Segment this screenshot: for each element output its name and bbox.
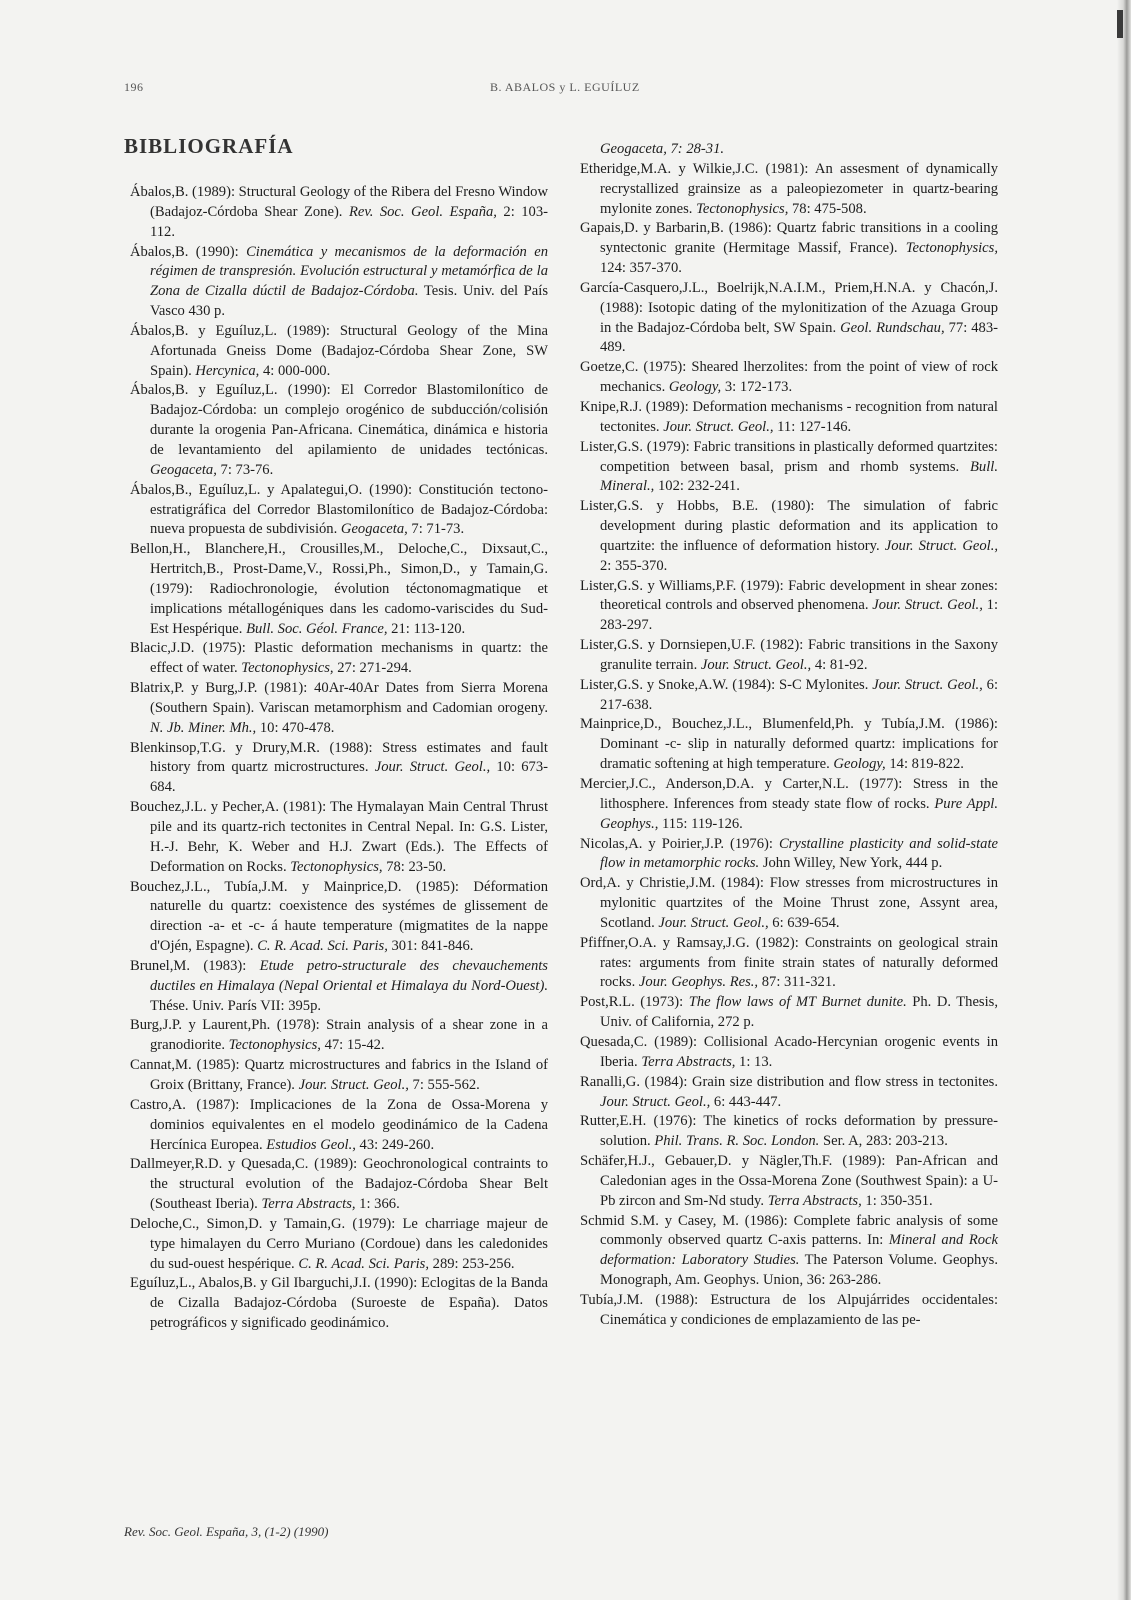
ref-journal: Mineral and Rock deformation: Laboratory Studies.: [600, 1232, 998, 1269]
ref-post: 301: 841-846.: [387, 938, 474, 955]
reference-entry: [580, 636, 998, 676]
ref-journal: Terra Abstracts,: [767, 1192, 862, 1209]
reference-entry: [580, 358, 998, 398]
ref-post: 43: 249-260.: [355, 1136, 435, 1153]
reference-entry: [130, 540, 548, 639]
ref-journal: Jour. Struct. Geol.,: [658, 914, 769, 931]
ref-pre: Lister,G.S. y Snoke,A.W. (1984): S-C Mylonites.: [580, 676, 873, 693]
page-number: 196: [124, 80, 144, 94]
ref-pre: Mercier,J.C., Anderson,D.A. y Carter,N.L. (1977): Stress in the lithosphere. Inferences from steady state flow of rocks.: [580, 776, 998, 812]
ref-pre: Dallmeyer,R.D. y Quesada,C. (1989): Geochronological contraints to the structural evolution of the Badajoz-Córdoba Shear Belt (Southeast Iberia).: [130, 1156, 548, 1213]
reference-entry: [130, 1274, 548, 1334]
reference-entry: [580, 874, 998, 934]
ref-pre: Blatrix,P. y Burg,J.P. (1981): 40Ar-40Ar Dates from Sierra Morena (Southern Spain). Variscan metamorphism and Cadomian orogeny.: [130, 680, 548, 716]
ref-post: John Willey, New York, 444 p.: [759, 855, 943, 872]
reference-entry: [130, 798, 548, 877]
ref-post: 2: 355-370.: [600, 557, 668, 574]
reference-entry: [130, 183, 548, 243]
ref-pre: Knipe,R.J. (1989): Deformation mechanisms - recognition from natural tectonites.: [580, 398, 998, 435]
page-edge-shadow: [1117, 0, 1131, 1600]
ref-post: 1: 283-297.: [600, 597, 998, 634]
reference-entry: [130, 1056, 548, 1096]
reference-entry: [580, 497, 998, 576]
ref-journal: Tectonophysics,: [696, 200, 789, 217]
ref-pre: Ábalos,B. (1990):: [130, 243, 247, 260]
ref-journal: C. R. Acad. Sci. Paris,: [257, 938, 388, 955]
ref-post: 6: 443-447.: [710, 1093, 782, 1110]
ref-pre: Brunel,M. (1983):: [130, 957, 260, 974]
ref-pre: Rutter,E.H. (1976): The kinetics of rocks deformation by pressure-solution.: [580, 1113, 998, 1150]
ref-post: 6: 639-654.: [768, 914, 840, 931]
ref-journal: Jour. Geophys. Res.,: [638, 974, 759, 991]
ref-post: Thése. Univ. París VII: 395p.: [150, 997, 322, 1014]
ref-post: 7: 73-76.: [216, 461, 274, 478]
ref-post: 115: 119-126.: [658, 815, 743, 832]
reference-entry: [580, 1212, 998, 1291]
ref-pre: Ábalos,B. (1989): Structural Geology of the Ribera del Fresno Window (Badajoz-Córdoba Shear Zone).: [130, 184, 548, 220]
reference-entry: [580, 1033, 998, 1073]
ref-pre: Mainprice,D., Bouchez,J.L., Blumenfeld,Ph. y Tubía,J.M. (1986): Dominant -c- slip in naturally deformed quartz: implications for dramatic softening at high temperature.: [580, 716, 998, 773]
reference-entry: [130, 243, 548, 322]
reference-entry: [130, 322, 548, 382]
ref-pre: Deloche,C., Simon,D. y Tamain,G. (1979): Le charriage majeur de type himalayen du Cerro Muriano (Cordoue) dans les caledonides du sud-ouest hespérique.: [130, 1215, 548, 1272]
ref-post: 14: 819-822.: [885, 756, 964, 773]
reference-entry: [580, 835, 998, 875]
ref-journal: The flow laws of MT Burnet dunite.: [688, 994, 907, 1011]
ref-journal: Pure Appl. Geophys.,: [600, 795, 998, 832]
ref-post: 77: 483-489.: [600, 319, 999, 356]
ref-pre: Lister,G.S. y Hobbs, B.E. (1980): The simulation of fabric development during plastic deformation and its application to quartzite: the influence of deformation history.: [580, 498, 998, 554]
ref-journal: Jour. Struct. Geol.,: [600, 1093, 711, 1110]
reference-entry: [580, 1112, 998, 1152]
ref-post: 11: 127-146.: [773, 418, 852, 435]
ref-post: 102: 232-241.: [654, 478, 740, 495]
ref-pre: Ábalos,B., Eguíluz,L. y Apalategui,O. (1990): Constitución tectono-estratigráfica del Corredor Blastomilonítico de Badajoz-Córdoba: nueva propuesta de subdivisión.: [130, 481, 548, 538]
journal-footer: Rev. Soc. Geol. España, 3, (1-2) (1990): [124, 1524, 329, 1539]
reference-entry: [580, 775, 998, 835]
reference-entry: [130, 739, 548, 799]
ref-pre: Nicolas,A. y Poirier,J.P. (1976):: [580, 835, 779, 852]
scan-edge-mark: [1117, 10, 1123, 38]
reference-entry: [580, 219, 998, 279]
reference-entry: [130, 878, 548, 957]
ref-journal: Jour. Struct. Geol.,: [872, 676, 983, 693]
ref-journal: Hercynica,: [195, 362, 260, 379]
ref-post: 4: 000-000.: [259, 362, 331, 379]
ref-post: 78: 23-50.: [382, 858, 447, 875]
ref-post: 3: 172-173.: [721, 379, 793, 396]
reference-entry: [580, 1291, 998, 1331]
ref-post: 1: 366.: [355, 1196, 400, 1213]
ref-post: 21: 113-120.: [387, 620, 466, 637]
reference-entry: [130, 1016, 548, 1056]
ref-pre: Tubía,J.M. (1988): Estructura de los Alpujárrides occidentales: Cinemática y condiciones de emplazamiento de las pe-: [580, 1291, 998, 1328]
reference-entry: [580, 993, 998, 1033]
ref-pre: García-Casquero,J.L., Boelrijk,N.A.I.M., Priem,H.N.A. y Chacón,J. (1988): Isotopic dating of the mylonitization of the Azuaga Group in the Badajoz-Córdoba belt, SW Spain.: [580, 279, 998, 336]
ref-pre: Gapais,D. y Barbarin,B. (1986): Quartz fabric transitions in a cooling syntectonic granite (Hermitage Massif, France).: [580, 220, 998, 257]
ref-journal: Tectonophysics,: [905, 240, 998, 257]
ref-journal: Jour. Struct. Geol.,: [700, 656, 812, 673]
ref-post: 7: 71-73.: [407, 521, 465, 538]
ref-pre: Cannat,M. (1985): Quartz microstructures and fabrics in the Island of Groix (Brittany, France).: [130, 1057, 548, 1093]
ref-journal: Geology,: [668, 379, 722, 396]
reference-entry: [130, 957, 548, 1017]
ref-journal: Geology,: [833, 756, 886, 773]
right-column: [580, 140, 998, 1331]
ref-journal: Terra Abstracts,: [261, 1196, 356, 1213]
ref-journal: Geogaceta, 7: 28-31.: [600, 141, 725, 157]
ref-post: Ph. D. Thesis, Univ. of California, 272 p.: [600, 994, 998, 1031]
ref-journal: Estudios Geol.,: [266, 1136, 356, 1153]
ref-pre: Burg,J.P. y Laurent,Ph. (1978): Strain analysis of a shear zone in a granodiorite.: [130, 1017, 548, 1054]
ref-journal: Jour. Struct. Geol.,: [872, 597, 983, 614]
ref-pre: Lister,G.S. y Dornsiepen,U.F. (1982): Fabric transitions in the Saxony granulite terrain.: [580, 637, 998, 673]
ref-post: 6: 217-638.: [600, 676, 999, 713]
ref-journal: Geogaceta,: [150, 461, 217, 478]
ref-journal: Jour. Struct. Geol.,: [298, 1076, 409, 1093]
ref-journal: Jour. Struct. Geol.,: [374, 759, 491, 776]
ref-post: 1: 350-351.: [861, 1192, 933, 1209]
reference-entry: [580, 438, 998, 498]
ref-journal: Rev. Soc. Geol. España,: [348, 203, 497, 220]
ref-post: 10: 673-684.: [150, 759, 548, 796]
ref-journal: Bull. Soc. Géol. France,: [246, 620, 388, 637]
page-header: [0, 80, 1131, 100]
ref-post: 124: 357-370.: [600, 260, 682, 277]
ref-post: Tesis. Univ. del País Vasco 430 p.: [150, 283, 549, 320]
reference-entry: [580, 1073, 998, 1113]
ref-post: 4: 81-92.: [811, 656, 868, 673]
ref-pre: Schäfer,H.J., Gebauer,D. y Nägler,Th.F. (1989): Pan-African and Caledonian ages in the Ossa-Morena Zone (Southwest Spain): a U-Pb zircon and Sm-Nd study.: [580, 1153, 998, 1209]
reference-entry: [130, 639, 548, 679]
ref-journal: C. R. Acad. Sci. Paris,: [298, 1255, 430, 1272]
ref-pre: Eguíluz,L., Abalos,B. y Gil Ibarguchi,J.I. (1990): Eclogitas de la Banda de Cizalla Badajoz-Córdoba (Suroeste de España). Datos petrográficos y significado geodinámico.: [130, 1275, 548, 1332]
ref-post: The Paterson Volume. Geophys. Monograph, Am. Geophys. Union, 36: 263-286.: [600, 1252, 998, 1289]
ref-post: 2: 103-112.: [150, 203, 548, 240]
ref-pre: Ábalos,B. y Eguíluz,L. (1990): El Corredor Blastomilonítico de Badajoz-Córdoba: un complejo orogénico de subducción/colisión durante la orogenia Pan-Africana. Cinemática, dinámica e historia de levantamiento del apilamiento de unidades tectónicas.: [130, 382, 548, 458]
ref-pre: Goetze,C. (1975): Sheared lherzolites: from the point of view of rock mechanics.: [580, 359, 998, 396]
reference-entry: [130, 1215, 548, 1275]
reference-entry: [580, 577, 998, 637]
ref-pre: Bellon,H., Blanchere,H., Crousilles,M., Deloche,C., Dixsaut,C., Hertritch,B., Prost-Dame,V., Rossi,Ph., Simon,D., y Tamain,G. (1979): Radiochronologie, évolution téctonomagmatique et implications métallogéniques dans les cadomo-variscides du Sud-Est Hespérique.: [130, 541, 548, 637]
ref-pre: Post,R.L. (1973):: [580, 994, 689, 1011]
reference-entry: [130, 481, 548, 541]
ref-journal: Tectonophysics,: [228, 1037, 321, 1054]
ref-journal: Jour. Struct. Geol.,: [884, 537, 998, 554]
ref-pre: Lister,G.S. y Williams,P.F. (1979): Fabric development in shear zones: theoretical controls and observed phenomena.: [580, 577, 998, 614]
reference-entry: [580, 160, 998, 220]
ref-post: 47: 15-42.: [320, 1037, 385, 1054]
reference-entry: [580, 398, 998, 438]
ref-post: 10: 470-478.: [256, 719, 335, 736]
ref-post: 7: 555-562.: [408, 1076, 480, 1093]
reference-entry: [130, 1155, 548, 1215]
ref-journal: Jour. Struct. Geol.,: [663, 418, 774, 435]
ref-journal: N. Jb. Miner. Mh.,: [150, 719, 257, 736]
ref-journal: Terra Abstracts,: [641, 1053, 736, 1070]
ref-pre: Blenkinsop,T.G. y Drury,M.R. (1988): Stress estimates and fault history from quartz microstructures.: [130, 739, 548, 776]
ref-pre: Blacic,J.D. (1975): Plastic deformation mechanisms in quartz: the effect of water.: [130, 640, 548, 677]
ref-journal: Geogaceta,: [340, 521, 408, 538]
ref-journal: Crystalline plasticity and solid-state flow in metamorphic rocks.: [600, 835, 998, 872]
ref-journal: Phil. Trans. R. Soc. London.: [654, 1133, 820, 1150]
ref-post: 289: 253-256.: [429, 1255, 515, 1272]
reference-entry: [130, 381, 548, 480]
reference-entry: [580, 279, 998, 358]
left-column: [130, 183, 548, 1334]
reference-entry: [130, 679, 548, 739]
ref-post: 1: 13.: [735, 1053, 773, 1070]
ref-pre: Schmid S.M. y Casey, M. (1986): Complete fabric analysis of some commonly observed quartz C-axis patterns. In:: [580, 1212, 998, 1249]
reference-entry: [580, 676, 998, 716]
ref-pre: Ábalos,B. y Eguíluz,L. (1989): Structural Geology of the Mina Afortunada Gneiss Dome (Badajoz-Córdoba Shear Zone, SW Spain).: [130, 322, 548, 379]
ref-pre: Quesada,C. (1989): Collisional Acado-Hercynian orogenic events in Iberia.: [580, 1033, 998, 1070]
ref-pre: Castro,A. (1987): Implicaciones de la Zona de Ossa-Morena y dominios equivalentes en el modelo geodinámico de la Cadena Hercínica Europea.: [130, 1096, 548, 1153]
ref-post: 87: 311-321.: [758, 974, 836, 991]
ref-pre: Bouchez,J.L. y Pecher,A. (1981): The Hymalayan Main Central Thrust pile and its quartz-rich tectonites in Central Nepal. In: G.S. Lister, H.-J. Behr, K. Weber and H.J. Zwart (Eds.). The Effects of Deformation on Rocks.: [130, 799, 548, 875]
ref-pre: Ord,A. y Christie,J.M. (1984): Flow stresses from microstructures in mylonitic quartzites of the Moine Thrust zone, Assynt area, Scotland.: [580, 875, 998, 931]
ref-pre: Pfiffner,O.A. y Ramsay,J.G. (1982): Constraints on geological strain rates: arguments from finite strain states of naturally deformed rocks.: [580, 934, 998, 991]
ref-post: 78: 475-508.: [788, 200, 867, 217]
reference-entry: [580, 1152, 998, 1212]
reference-entry: [130, 1096, 548, 1156]
reference-entry: [580, 934, 998, 994]
ref-pre: Etheridge,M.A. y Wilkie,J.C. (1981): An assesment of dynamically recrystallized grainsize as a paleopiezometer in quartz-bearing mylonite zones.: [580, 160, 998, 217]
ref-journal: Bull. Mineral.,: [600, 458, 998, 495]
running-head: B. ABALOS y L. EGUÍLUZ: [490, 80, 640, 94]
ref-post: Ser. A, 283: 203-213.: [819, 1133, 948, 1150]
ref-journal: Etude petro-structurale des chevauchements ductiles en Himalaya (Nepal Oriental et Himalaya du Nord-Ouest).: [150, 957, 548, 994]
ref-pre: Bouchez,J.L., Tubía,J.M. y Mainprice,D. (1985): Déformation naturelle du quartz: coexistence des systémes de glissement de direction -a- et -c- á haute temperature (migmatites de la nappe d'Ojén, Espagne).: [130, 878, 548, 955]
ref-pre: Lister,G.S. (1979): Fabric transitions in plastically deformed quartzites: competition between basal, prism and rhomb systems.: [580, 438, 998, 475]
ref-journal: Tectonophysics,: [290, 858, 383, 875]
ref-journal: Geol. Rundschau,: [840, 319, 945, 336]
reference-entry: [580, 715, 998, 775]
ref-journal: Tectonophysics,: [241, 660, 334, 677]
section-title: BIBLIOGRAFÍA: [124, 134, 294, 158]
ref-pre: Ranalli,G. (1984): Grain size distribution and flow stress in tectonites.: [580, 1073, 998, 1090]
ref-journal: Cinemática y mecanismos de la deformación en régimen de transpresión. Evolución estructural y metamórfica de la Zona de Cizalla dúctil de Badajoz-Córdoba.: [150, 243, 548, 300]
reference-continuation: [580, 140, 998, 160]
ref-post: 27: 271-294.: [333, 660, 412, 677]
